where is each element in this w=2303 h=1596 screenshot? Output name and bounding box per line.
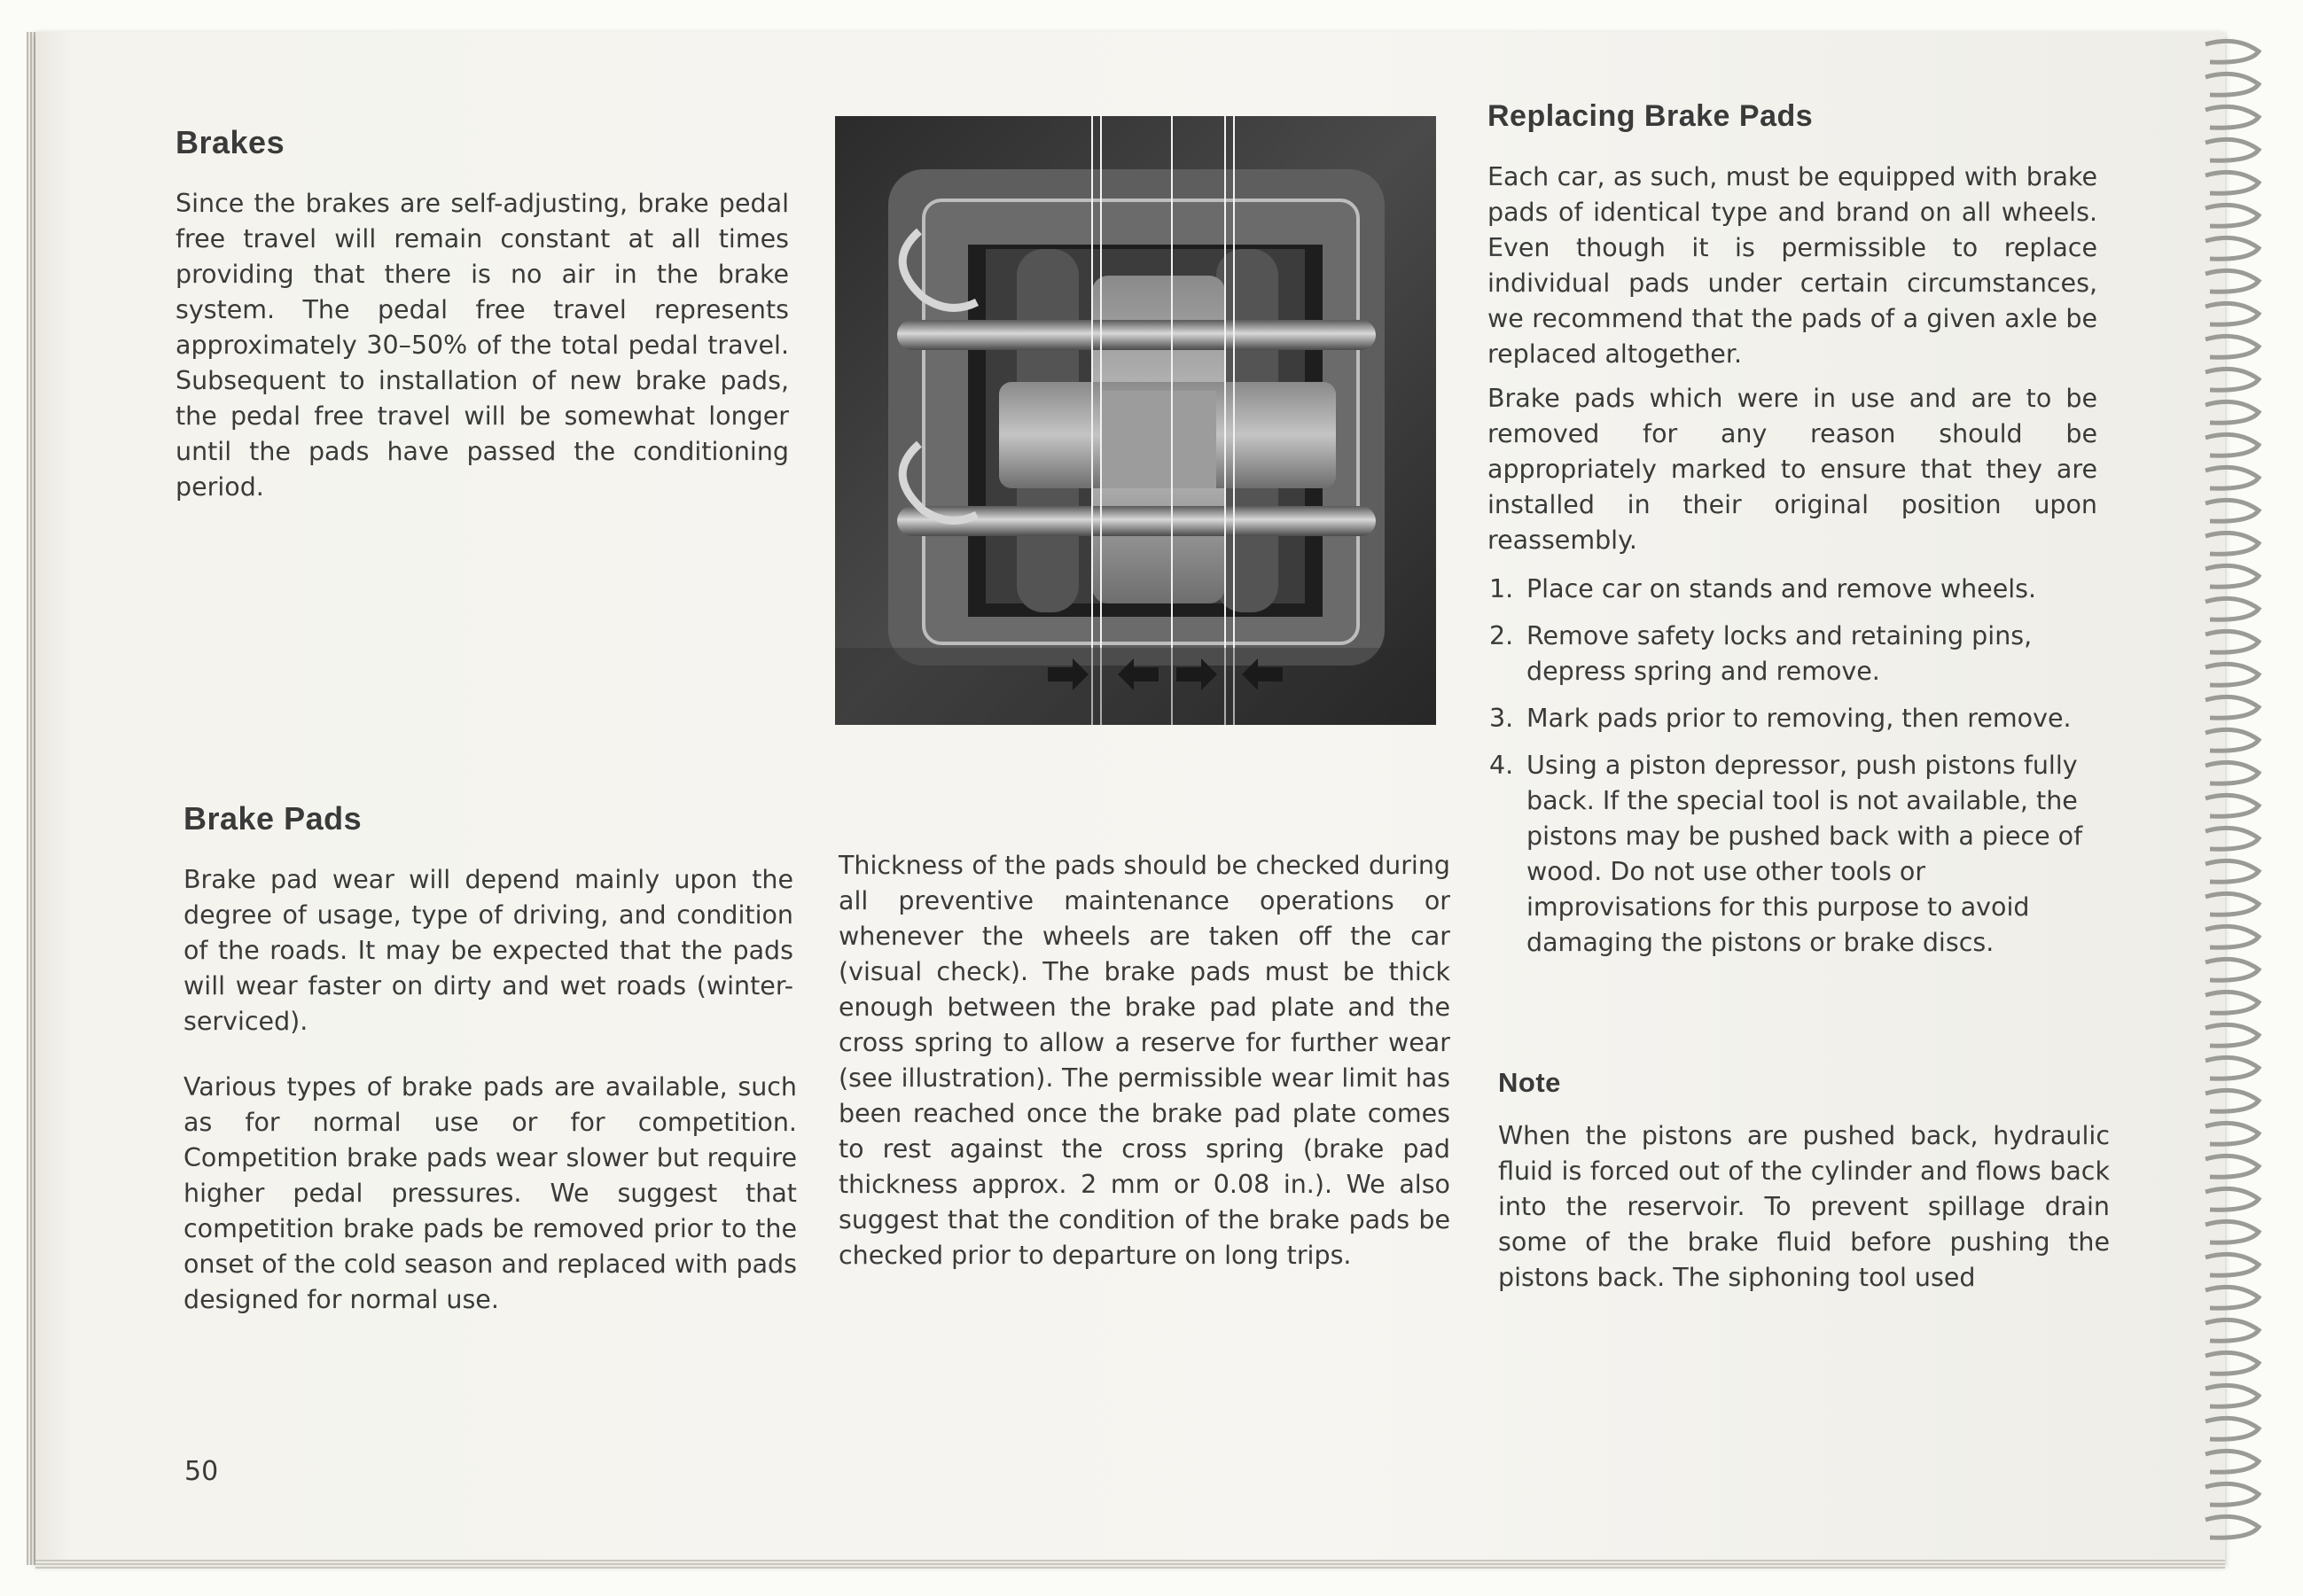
spiral-coil [2205,1024,2259,1046]
step-text: Place car on stands and remove wheels. [1526,574,2037,603]
brake-pads-paragraph-2: Various types of brake pads are available, such as for normal use or for competition. Competition brake pads wear slower but require higher pedal pressures. We suggest that competition brake pads be removed prior to the onset of the cold season and replaced with pads designed for normal use. [183,1072,797,1314]
spiral-coil [2205,172,2259,193]
spiral-coil [2205,500,2259,521]
note-heading: Note [1498,1067,1561,1098]
spiral-coil [2205,992,2259,1013]
spiral-coil [2205,369,2259,390]
spiral-coil [2205,697,2259,718]
brake-caliper-photo [835,116,1436,725]
note-body: When the pistons are pushed back, hydraulic fluid is forced out of the cylinder and flows back into the reservoir. To prevent spillage drain some of the brake fluid before pushing the pistons back. The siphoning tool used [1498,1121,2110,1292]
spiral-coil [2205,401,2259,423]
spiral-coil [2205,1156,2259,1177]
spiral-coil [2205,729,2259,751]
list-item [1489,748,2106,961]
step-text: Mark pads prior to removing, then remove. [1526,704,2072,733]
thickness-body: Thickness of the pads should be checked during all preventive maintenance operations or whenever the wheels are taken off the car (visual check). The brake pads must be thick enough between the brake pad plate and the cross spring to allow a reserve for further wear (see illustration). The permissible wear limit has been reached once the brake pad plate comes to rest against the cross spring (brake pad thickness approx. 2 mm or 0.08 in.). We also suggest that the condition of the brake pads be checked prior to departure on long trips. [839,851,1450,1270]
step-text: Using a piston depressor, push pistons fully back. If the special tool is not available, the pistons may be pushed back with a piece of wood. Do not use other tools or improvisations for this purpose to avoid damaging the pistons or brake discs. [1526,751,2083,957]
spiral-coil [2205,1123,2259,1144]
spiral-coil [2205,893,2259,915]
replacing-steps [1489,572,2106,972]
replacing-heading: Replacing Brake Pads [1487,99,1814,133]
spiral-coil [2205,303,2259,324]
spiral-coil [2205,1188,2259,1210]
spiral-coil [2205,41,2259,62]
spiral-coil [2205,795,2259,816]
spiral-coil [2205,1483,2259,1505]
replacing-paragraph-2: Brake pads which were in use and are to be removed for any reason should be appropriately marked to ensure that they are installed in their original position upon reassembly. [1487,384,2097,555]
list-item [1489,619,2106,689]
spiral-coil [2205,139,2259,160]
step-text: Remove safety locks and retaining pins, depress spring and remove. [1526,621,2033,686]
spiral-coil [2205,533,2259,554]
spiral-coil [2205,336,2259,357]
spiral-coil [2205,270,2259,292]
spiral-coil [2205,1090,2259,1111]
spiral-coil [2205,664,2259,685]
step-number: 2. [1489,621,1514,650]
brakes-heading: Brakes [176,124,285,160]
spiral-coil [2205,467,2259,488]
spiral-coil [2205,237,2259,259]
spiral-coil [2205,1320,2259,1341]
spiral-coil [2205,74,2259,95]
spiral-coil [2205,434,2259,455]
spiral-binding [2188,35,2276,1560]
replacing-paragraph-1: Each car, as such, must be equipped with brake pads of identical type and brand on all wheels. Even though it is permissible to replace individual pads under certain circumstances, we recommend that the pads of a given axle be replaced altogether. [1487,162,2097,369]
spiral-coil [2205,1418,2259,1439]
spiral-coil [2205,106,2259,128]
spiral-coil [2205,926,2259,947]
spiral-coil [2205,762,2259,783]
list-item [1489,701,2106,736]
spiral-coil [2205,1057,2259,1078]
spiral-coil [2205,959,2259,980]
brake-pads-heading: Brake Pads [183,800,363,837]
spiral-coil [2205,1516,2259,1538]
spiral-coil [2205,1221,2259,1242]
page-number: 50 [184,1456,219,1487]
spiral-coil [2205,828,2259,849]
spiral-coil [2205,598,2259,619]
step-number: 3. [1489,704,1514,733]
spiral-coil [2205,1254,2259,1275]
step-number: 1. [1489,574,1514,603]
spiral-coil [2205,1352,2259,1374]
spiral-coil [2205,631,2259,652]
spiral-coil [2205,1287,2259,1308]
brakes-body: Since the brakes are self-adjusting, brake pedal free travel will remain constant at all times providing that there is no air in the brake system. The pedal free travel represents approximately 30–50% of the total pedal travel. Subsequent to installation of new brake pads, the pedal free travel will be somewhat longer until the pads have passed the conditioning period. [176,189,789,502]
brake-pads-paragraph-1: Brake pad wear will depend mainly upon the degree of usage, type of driving, and condition of the roads. It may be expected that the pads will wear faster on dirty and wet roads (winter-serviced). [183,865,793,1036]
spiral-coil [2205,1451,2259,1472]
step-number: 4. [1489,751,1514,780]
spiral-coil [2205,565,2259,587]
page-stack-bottom [35,1560,2225,1569]
list-item [1489,572,2106,607]
spiral-coil [2205,1385,2259,1406]
spiral-coil [2205,860,2259,882]
spiral-coil [2205,205,2259,226]
